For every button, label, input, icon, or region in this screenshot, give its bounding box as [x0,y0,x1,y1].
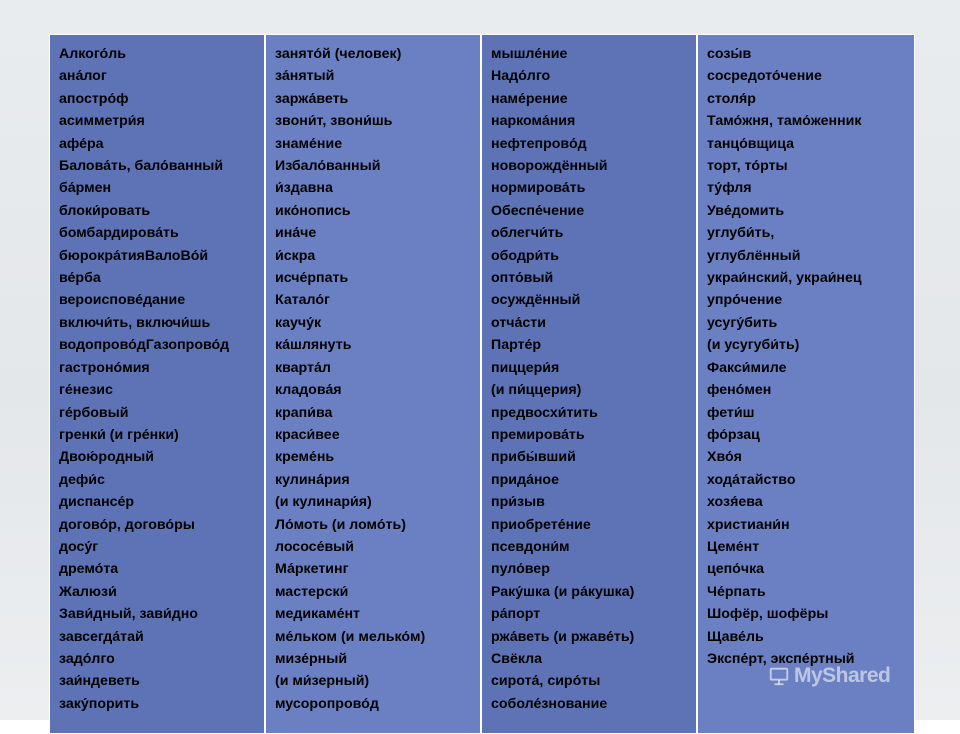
word-entry: прибы́вший [491,449,576,466]
word-entry: наркома́ния [491,113,576,130]
word-entry: нефтепрово́д [491,135,587,152]
watermark-text: MyShared [794,664,891,687]
word-entry: кладова́я [275,382,342,399]
word-entry: хозя́ева [707,494,763,511]
word-entry: Избало́ванный [275,158,381,175]
word-entry: ана́лог [59,68,107,85]
word-entry: Обеспе́чение [491,202,585,219]
myshared-watermark [768,662,928,690]
word-entry: и́здавна [275,180,333,197]
word-entry: Шофёр, шофёры [707,606,829,623]
word-entry: кварта́л [275,359,331,376]
word-entry: упро́чение [707,292,783,309]
word-entry: Парте́р [491,337,542,354]
column-3 [482,35,698,733]
word-entry: фено́мен [707,382,772,399]
word-entry: отча́сти [491,314,546,331]
word-entry: предвосхи́тить [491,404,598,421]
word-entry: асимметри́я [59,113,145,130]
word-entry: усугу́бить [707,314,778,331]
word-entry: догово́р, догово́ры [59,516,195,533]
word-entry: ту́фля [707,180,752,197]
word-entry: Свёкла [491,650,543,667]
word-entry: фо́рзац [707,426,760,443]
column-2 [266,35,482,733]
word-entry: Катало́г [275,292,330,309]
word-entry: задо́лго [59,650,115,667]
word-entry: бомбардирова́ть [59,225,179,242]
word-entry: Раку́шка (и ра́кушка) [491,583,635,600]
word-entry: новорождённый [491,158,608,175]
word-entry: Цеме́нт [707,538,760,555]
word-entry: лососе́вый [275,538,355,555]
word-entry: каучу́к [275,314,322,331]
word-entry: Хво́я [707,449,742,466]
word-entry: мастерски́ [275,583,349,600]
word-entry: крапи́ва [275,404,333,421]
word-entry: Жалюзи́ [59,583,117,600]
word-entry: осуждённый [491,292,581,309]
word-entry: ободри́ть [491,247,559,264]
word-entry: ра́порт [491,606,541,623]
word-entry: Двою́родный [59,449,154,466]
word-entry: танцо́вщица [707,135,794,152]
word-entry: ме́льком (и мелько́м) [275,628,426,645]
word-entry: облегчи́ть [491,225,564,242]
column-1 [50,35,266,733]
word-entry: звони́т, звони́шь [275,113,393,130]
word-entry: ве́рба [59,270,101,287]
stress-words-table [49,34,915,734]
word-entry: столя́р [707,90,756,107]
word-entry: Факси́миле [707,359,787,376]
word-entry: наме́рение [491,90,568,107]
word-entry: Щаве́ль [707,628,764,645]
word-entry: углуби́ть, [707,225,775,242]
word-entry: афе́ра [59,135,104,152]
presentation-board-icon [768,665,790,687]
word-entry: Ма́ркетинг [275,561,349,578]
word-entry: гастроно́мия [59,359,150,376]
word-entry: креме́нь [275,449,335,466]
word-entry: досу́г [59,538,99,555]
word-entry: заи́ндеветь [59,673,140,690]
word-entry: Экспе́рт, экспе́ртный [707,650,855,667]
word-entry: мышле́ние [491,46,568,62]
word-entry: христиани́н [707,516,790,533]
word-entry: опто́вый [491,270,554,287]
word-entry: пуло́вер [491,561,550,578]
word-entry: сосредото́чение [707,68,822,85]
word-entry: Тамо́жня, тамо́женник [707,113,862,130]
word-entry: заржа́веть [275,90,349,107]
word-entry: ге́рбовый [59,404,129,421]
word-entry: водопрово́дГазопрово́д [59,337,230,354]
word-entry: апостро́ф [59,90,129,107]
word-entry: ге́незис [59,382,113,399]
word-entry: знаме́ние [275,135,343,152]
word-entry: дремо́та [59,561,119,578]
word-entry: исче́рпать [275,270,349,287]
word-entry: кулина́рия [275,471,350,488]
word-entry: (и ми́зерный) [275,673,370,690]
word-entry: завсегда́тай [59,628,144,645]
word-entry: Надо́лго [491,68,551,85]
word-entry: заку́порить [59,695,140,712]
word-entry: (и кулинари́я) [275,494,372,511]
word-entry: хода́тайство [707,471,796,488]
word-entry: бюрокра́тияВалоВо́й [59,247,209,264]
word-entry: занято́й (человек) [275,46,402,62]
word-entry: при́зыв [491,494,545,511]
word-entry: прида́ное [491,471,559,488]
word-entry: Балова́ть, бало́ванный [59,158,224,175]
word-entry: мусоропрово́д [275,695,379,712]
word-entry: диспансе́р [59,494,135,511]
word-entry: дефи́с [59,471,105,488]
word-entry: пиццери́я [491,359,560,376]
word-entry: созы́в [707,46,752,62]
word-entry: псевдони́м [491,538,570,555]
word-entry: украи́нский, украи́нец [707,270,862,287]
word-entry: соболе́знование [491,695,608,712]
word-entry: Зави́дный, зави́дно [59,606,198,623]
word-entry: Алкого́ль [59,46,126,62]
word-entry: блоки́ровать [59,202,151,219]
word-entry: ина́че [275,225,317,242]
word-entry: медикаме́нт [275,606,361,623]
word-entry: фети́ш [707,404,755,421]
word-entry: ка́шлянуть [275,337,352,354]
word-entry: за́нятый [275,68,335,85]
word-entry: и́скра [275,247,316,264]
word-entry: Ло́моть (и ломо́ть) [275,516,406,533]
word-entry: (и усугуби́ть) [707,337,800,354]
word-entry: премирова́ть [491,426,585,443]
word-entry: цепо́чка [707,561,765,578]
word-entry: ба́рмен [59,180,112,197]
word-entry: ико́нопись [275,202,351,219]
word-entry: гренки́ (и гре́нки) [59,426,179,443]
word-entry: Че́рпать [707,583,766,600]
word-entry: углублённый [707,247,801,264]
column-4 [698,35,914,733]
word-entry: нормирова́ть [491,180,586,197]
word-entry: мизе́рный [275,650,348,667]
word-entry: сирота́, сиро́ты [491,673,601,690]
word-entry: (и пи́ццерия) [491,382,582,399]
word-entry: краси́вее [275,426,340,443]
word-entry: включи́ть, включи́шь [59,314,211,331]
word-entry: торт, то́рты [707,158,788,175]
word-entry: Уве́домить [707,202,785,219]
word-entry: приобрете́ние [491,516,591,533]
word-entry: ржа́веть (и ржаве́ть) [491,628,635,645]
word-entry: вероиспове́дание [59,292,186,309]
